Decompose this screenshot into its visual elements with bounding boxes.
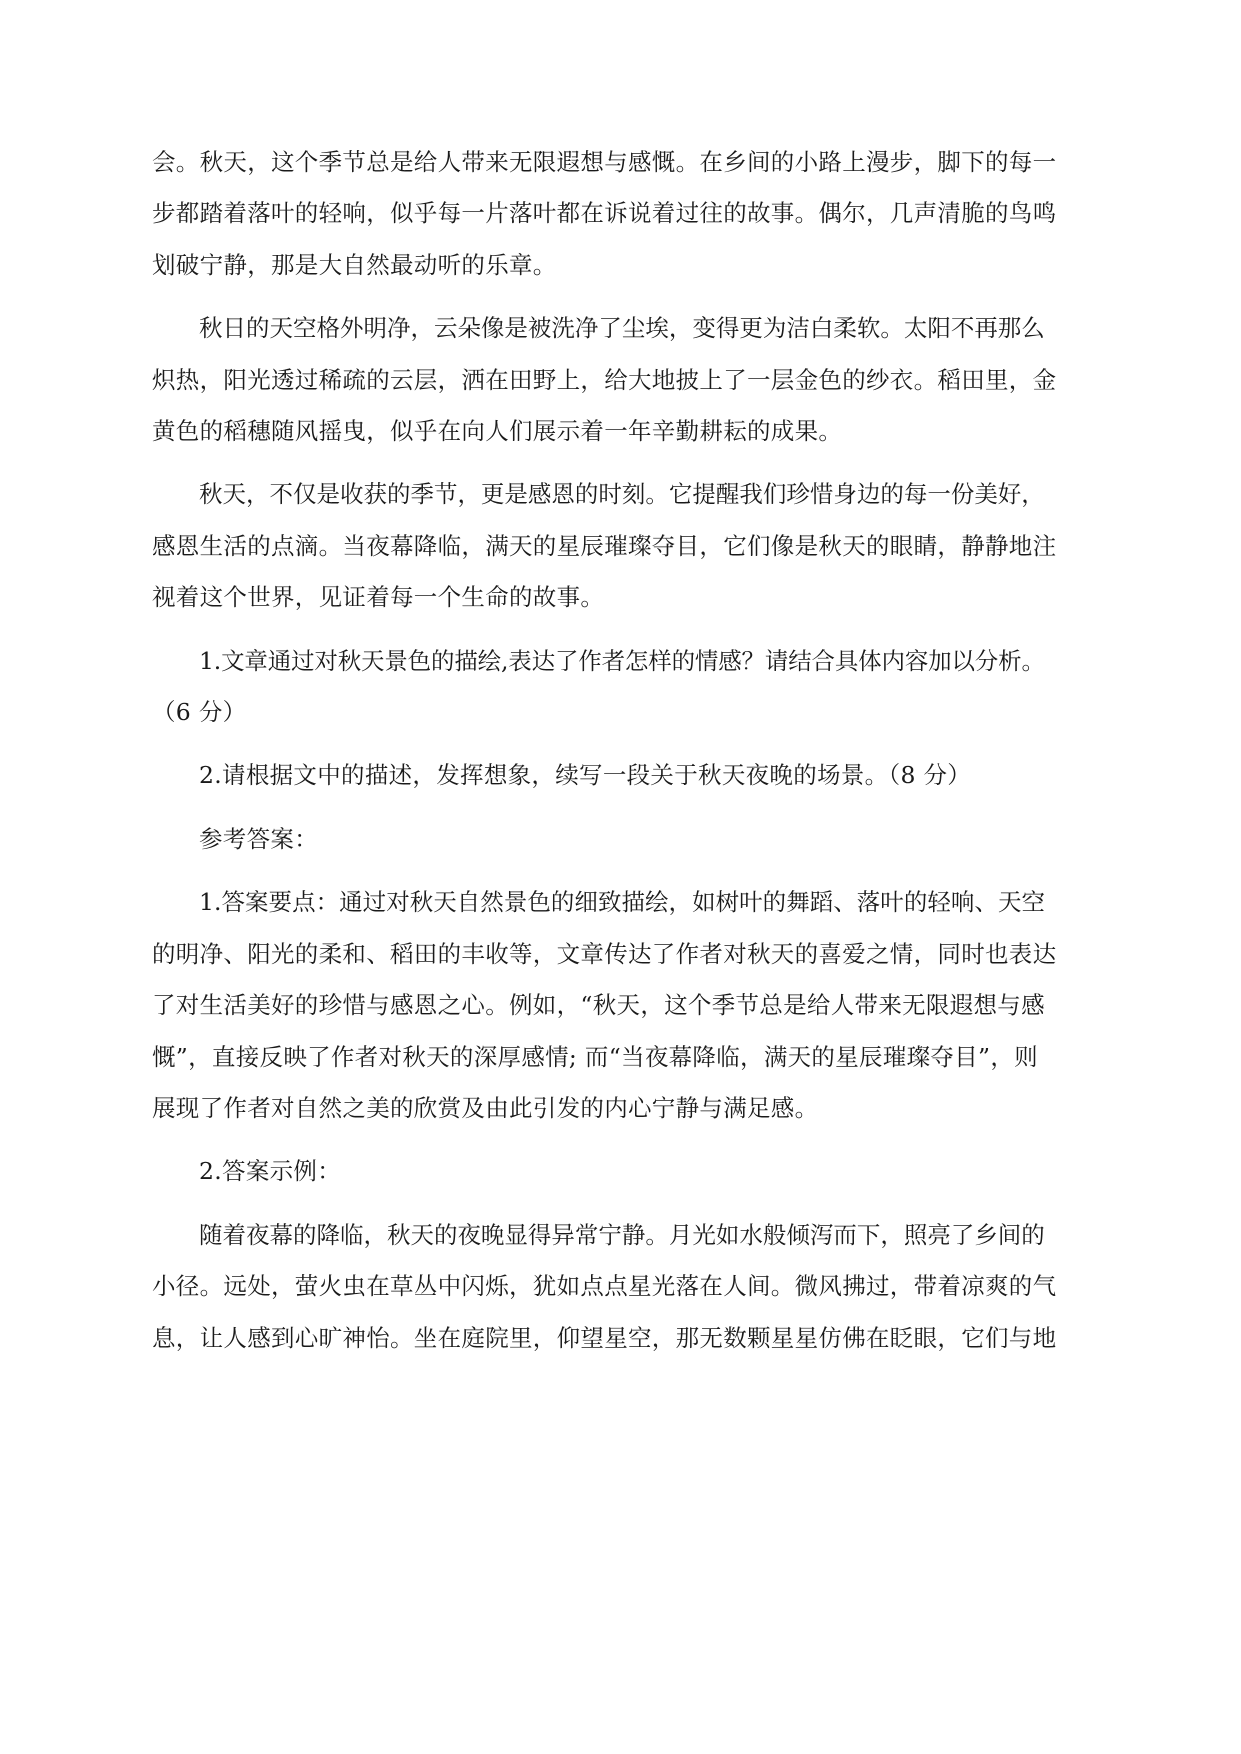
answer-2-example [152, 1210, 1092, 1364]
text-line: 2.请根据文中的描述，发挥想象，续写一段关于秋天夜晚的场景。（8 分） [199, 761, 972, 790]
text-line: 的明净、阳光的柔和、稻田的丰收等，文章传达了作者对秋天的喜爱之情，同时也表达 [152, 939, 1057, 968]
text-line: 2.答案示例： [199, 1157, 342, 1186]
text-line: 1.文章通过对秋天景色的描绘,表达了作者怎样的情感？请结合具体内容加以分析。 [199, 646, 1045, 675]
paragraph-autumn-sky [152, 303, 1092, 457]
answer-heading [152, 814, 1092, 865]
paragraph-autumn-gratitude [152, 469, 1092, 623]
text-line: 小径。远处，萤火虫在草丛中闪烁，犹如点点星光落在人间。微风拂过，带着凉爽的气 [152, 1272, 1057, 1301]
question-1 [152, 636, 1092, 739]
answer-2-heading [152, 1146, 1092, 1197]
text-line: 参考答案： [199, 824, 318, 853]
text-line: 视着这个世界，见证着每一个生命的故事。 [152, 583, 605, 612]
text-line: 步都踏着落叶的轻响，似乎每一片落叶都在诉说着过往的故事。偶尔，几声清脆的鸟鸣 [152, 199, 1057, 228]
text-line: 会。秋天，这个季节总是给人带来无限遐想与感慨。在乡间的小路上漫步，脚下的每一 [152, 148, 1057, 176]
text-line: 慨”，直接反映了作者对秋天的深厚感情; 而“当夜幕降临，满天的星辰璀璨夺目”，则 [152, 1042, 1038, 1071]
text-line: 随着夜幕的降临，秋天的夜晚显得异常宁静。月光如水般倾泻而下，照亮了乡间的 [199, 1220, 1045, 1249]
text-line: （6 分） [152, 698, 247, 727]
text-line: 黄色的稻穗随风摇曳，似乎在向人们展示着一年辛勤耕耘的成果。 [152, 417, 843, 446]
text-line: 炽热，阳光透过稀疏的云层，洒在田野上，给大地披上了一层金色的纱衣。稻田里，金 [152, 365, 1057, 394]
text-line: 划破宁静，那是大自然最动听的乐章。 [152, 250, 557, 279]
text-line: 感恩生活的点滴。当夜幕降临，满天的星辰璀璨夺目，它们像是秋天的眼睛，静静地注 [152, 531, 1057, 560]
text-line: 1.答案要点：通过对秋天自然景色的细致描绘，如树叶的舞蹈、落叶的轻响、天空 [199, 888, 1046, 917]
text-line: 息，让人感到心旷神怡。坐在庭院里，仰望星空，那无数颗星星仿佛在眨眼，它们与地 [152, 1323, 1057, 1352]
question-2 [152, 750, 1092, 801]
text-line: 秋天，不仅是收获的季节，更是感恩的时刻。它提醒我们珍惜身边的每一份美好， [199, 480, 1045, 509]
text-line: 秋日的天空格外明净，云朵像是被洗净了尘埃，变得更为洁白柔软。太阳不再那么 [199, 314, 1045, 343]
answer-1 [152, 877, 1092, 1134]
paragraph-autumn-intro [152, 137, 1092, 291]
text-line: 展现了作者对自然之美的欣赏及由此引发的内心宁静与满足感。 [152, 1093, 819, 1122]
text-line: 了对生活美好的珍惜与感恩之心。例如，“秋天，这个季节总是给人带来无限遐想与感 [152, 991, 1045, 1020]
document-body [152, 137, 1092, 1364]
